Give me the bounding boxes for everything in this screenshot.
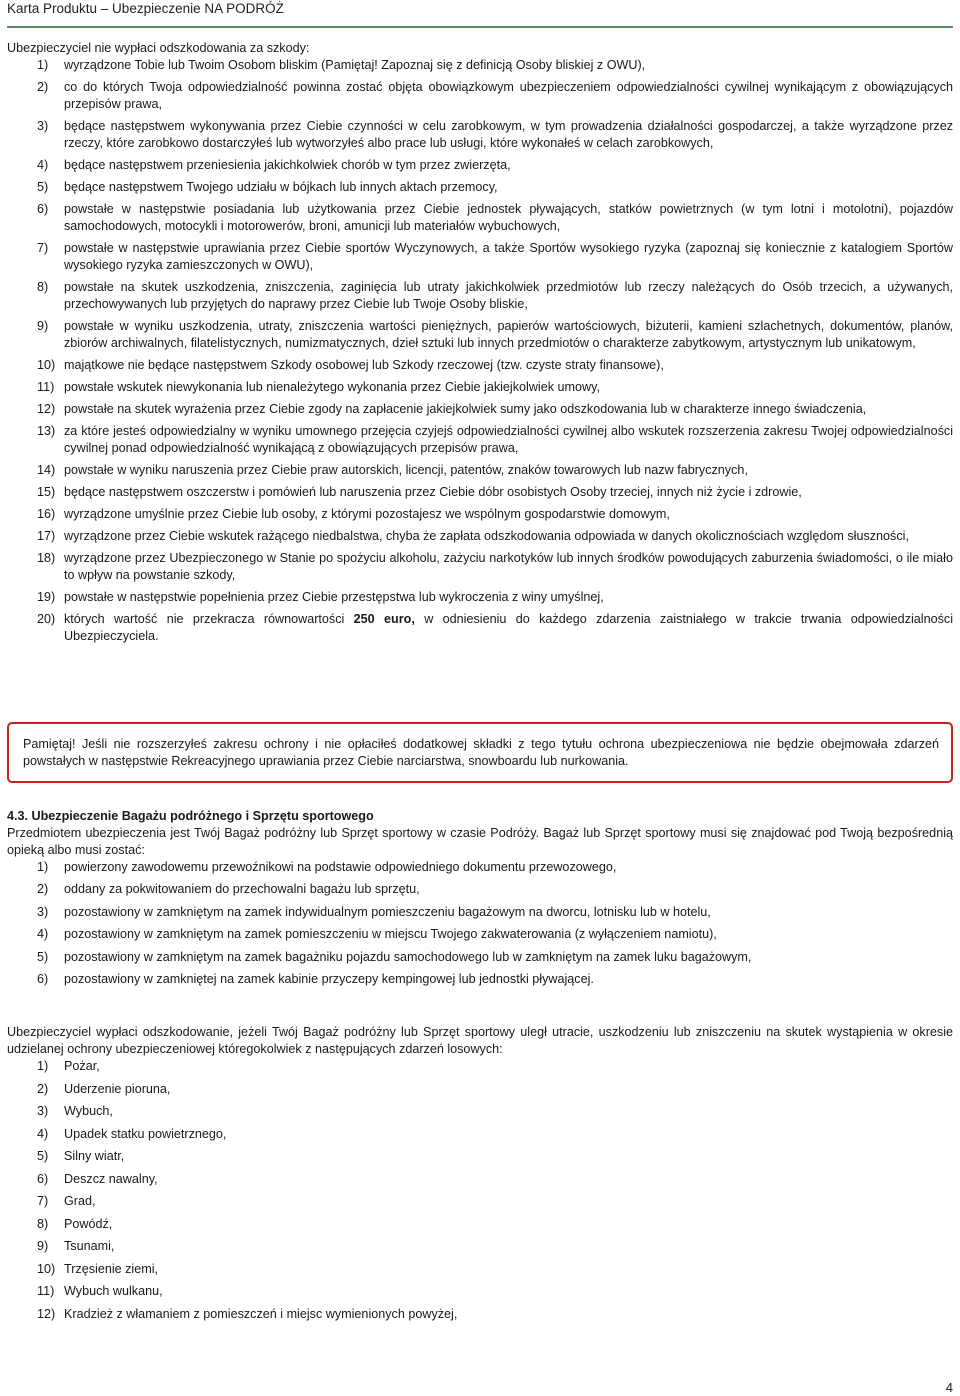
list-item — [7, 1126, 953, 1143]
exclusions-section — [7, 40, 953, 650]
list-item — [7, 881, 953, 898]
list-item — [7, 118, 953, 152]
list-item — [7, 859, 953, 876]
list-item — [7, 1103, 953, 1120]
list-item — [7, 1238, 953, 1255]
list-item — [7, 157, 953, 174]
list-item-number: 8) — [37, 280, 49, 294]
list-item — [7, 589, 953, 606]
list-item-text: powstałe w następstwie uprawiania przez Ciebie sportów Wyczynowych, a także Sportów wysokiego ryzyka (zapoznaj się koniecznie z katalogiem Sportów wysokiego ryzyka zamieszczonych w OWU), — [64, 241, 953, 272]
list-item-number: 16) — [37, 507, 56, 521]
list-item — [7, 1081, 953, 1098]
list-item-text: majątkowe nie będące następstwem Szkody osobowej lub Szkody rzeczowej (tzw. czyste straty finansowe), — [64, 358, 664, 372]
list-item-number: 6) — [37, 971, 49, 986]
list-item-text: pozostawiony w zamkniętym na zamek indywidualnym pomieszczeniu bagażowym na dworcu, lotnisku lub w hotelu, — [64, 904, 711, 919]
list-item — [7, 1148, 953, 1165]
list-item-number: 5) — [37, 180, 49, 194]
list-item-number: 4) — [37, 927, 49, 942]
list-item-text: Deszcz nawalny, — [64, 1171, 158, 1186]
list-item — [7, 401, 953, 418]
list-item — [7, 1058, 953, 1075]
list-item — [7, 1283, 953, 1300]
list-item-text: pozostawiony w zamkniętej na zamek kabinie przyczepy kempingowej lub jednostki pływającej. — [64, 971, 594, 986]
list-item-number: 6) — [37, 202, 49, 216]
list-item-number: 1) — [37, 58, 49, 72]
list-item — [7, 240, 953, 274]
list-item-number: 11) — [37, 1284, 55, 1298]
list-item-text: będące następstwem przeniesienia jakichkolwiek chorób w tym przez zwierzęta, — [64, 158, 511, 172]
list-item-number: 6) — [37, 1171, 49, 1186]
list-item-text: pozostawiony w zamkniętym na zamek bagażniku pojazdu samochodowego lub w zamkniętym na zamek luku bagażowym, — [64, 949, 752, 964]
list-item-text: powstałe wskutek niewykonania lub nienależytego wykonania przez Ciebie jakiejkolwiek umowy, — [64, 380, 600, 394]
list-item — [7, 550, 953, 584]
compensation-intro: Ubezpieczyciel wypłaci odszkodowanie, jeżeli Twój Bagaż podróżny lub Sprzęt sportowy uległ utracie, uszkodzeniu lub zniszczeniu na skutek wystąpienia w okresie udzielanej ochrony ubezpieczeniowej któregokolwiek z następujących zdarzeń losowych: — [7, 1025, 953, 1056]
list-item-text: powierzony zawodowemu przewoźnikowi na podstawie odpowiedniego dokumentu przewozowego, — [64, 860, 617, 874]
list-item — [7, 484, 953, 501]
list-item-text: Uderzenie pioruna, — [64, 1081, 171, 1096]
page-header — [7, 0, 953, 28]
list-item — [7, 1261, 953, 1278]
list-item — [7, 506, 953, 523]
list-item-text: Trzęsienie ziemi, — [64, 1261, 159, 1276]
list-item-text: Pożar, — [64, 1059, 100, 1073]
list-item-text: za które jesteś odpowiedzialny w wyniku umownego przejęcia czyjejś odpowiedzialności cywilnej albo wskutek rozszerzenia zakresu Twojej odpowiedzialności cywilnej ponad odpowiedzialność wynikającą z obowiązujących przepisów prawa, — [64, 424, 953, 455]
list-item-text: Wybuch, — [64, 1104, 113, 1118]
list-item-number: 2) — [37, 1081, 49, 1096]
list-item — [7, 423, 953, 457]
list-item — [7, 57, 953, 74]
list-item-number: 3) — [37, 1104, 49, 1118]
list-item-text: których wartość nie przekracza równowartości — [64, 612, 354, 626]
list-item — [7, 1306, 953, 1323]
list-item-number: 12) — [37, 402, 56, 416]
baggage-section — [7, 808, 953, 993]
amount-limit: 250 euro, — [353, 612, 415, 626]
list-item-text: powstałe na skutek wyrażenia przez Ciebie zgody na zapłacenie jakiejkolwiek sumy jako odszkodowania lub w charakterze innego świadczenia, — [64, 402, 867, 416]
list-item-text: powstałe na skutek uszkodzenia, zniszczenia, zaginięcia lub utraty jakichkolwiek przedmiotów lub rzeczy należących do Osób trzecich, a używanych, przechowywanych lub przyjętych do naprawy przez Ciebie lub Twoje Osoby bliskie, — [64, 280, 953, 311]
list-item — [7, 949, 953, 966]
list-item-number: 3) — [37, 119, 49, 133]
list-item — [7, 971, 953, 988]
list-item-number: 5) — [37, 1149, 49, 1163]
list-item-text: powstałe w następstwie posiadania lub użytkowania przez Ciebie jednostek pływających, statków powietrznych (w tym lotni i motolotni), pojazdów samochodowych, motocykli i motorowerów, broni, amunicji lub materiałów wybuchowych, — [64, 202, 953, 233]
list-item — [7, 201, 953, 235]
compensation-section — [7, 1024, 953, 1328]
list-item — [7, 926, 953, 943]
list-item-number: 1) — [37, 860, 49, 874]
list-item-text: powstałe w następstwie popełnienia przez Ciebie przestępstwa lub wykroczenia z winy umyślnej, — [64, 590, 604, 604]
list-item-text: powstałe w wyniku uszkodzenia, utraty, zniszczenia wartości pieniężnych, papierów wartościowych, biżuterii, kamieni szlachetnych, dokumentów, planów, zbiorów archiwalnych, filatelistycznych, numizmatycznych, dzieł sztuki lub innych przedmiotów o charakterze zabytkowym, artystycznym lub unikatowym, — [64, 319, 953, 350]
list-item — [7, 528, 953, 545]
list-item — [7, 904, 953, 921]
list-item — [7, 462, 953, 479]
list-item-text: będące następstwem oszczerstw i pomówień lub naruszenia przez Ciebie dóbr osobistych Osoby trzeciej, innych niż życie i zdrowie, — [64, 485, 802, 499]
list-item-number: 2) — [37, 882, 49, 897]
page-number: 4 — [945, 1380, 953, 1395]
list-item — [7, 379, 953, 396]
list-item-text-continued: w odniesieniu do każdego zdarzenia zaistniałego w trakcie trwania odpowiedzialności Ubezpieczyciela. — [64, 612, 953, 643]
list-item-number: 7) — [37, 241, 49, 255]
list-item-number: 7) — [37, 1194, 49, 1208]
section-intro: Przedmiotem ubezpieczenia jest Twój Bagaż podróżny lub Sprzęt sportowy w czasie Podróży. Bagaż lub Sprzęt sportowy musi się znajdować pod Twoją bezpośrednią opieką albo musi zostać: — [7, 826, 953, 857]
exclusions-list — [7, 57, 953, 645]
section-heading: 4.3. Ubezpieczenie Bagażu podróżnego i Sprzętu sportowego — [7, 809, 374, 823]
list-item-number: 14) — [37, 463, 56, 477]
list-item-number: 3) — [37, 904, 49, 919]
list-item — [7, 357, 953, 374]
list-item-text: będące następstwem wykonywania przez Ciebie czynności w celu zarobkowym, w tym prowadzenia działalności gospodarczej, a także wyrządzone przez rzeczy, które zarobkowo dostarczyłeś lub wytworzyłeś albo prace lub usługi, które wykonałeś w celach zarobkowych, — [64, 119, 953, 150]
list-item-number: 4) — [37, 158, 49, 172]
list-item-text: Powódź, — [64, 1216, 113, 1231]
list-item-number: 9) — [37, 319, 49, 333]
list-item-text: Grad, — [64, 1194, 96, 1208]
list-item-number: 11) — [37, 380, 55, 394]
baggage-conditions-list — [7, 859, 953, 988]
list-item — [7, 279, 953, 313]
list-item — [7, 1216, 953, 1233]
reminder-notice — [7, 722, 953, 783]
list-item-number: 19) — [37, 590, 56, 604]
list-item-text: wyrządzone Tobie lub Twoim Osobom bliskim (Pamiętaj! Zapoznaj się z definicją Osoby bliskiej z OWU), — [64, 58, 646, 72]
list-item-number: 12) — [37, 1306, 56, 1321]
list-item — [7, 1171, 953, 1188]
exclusions-intro: Ubezpieczyciel nie wypłaci odszkodowania za szkody: — [7, 41, 310, 55]
list-item-text: Wybuch wulkanu, — [64, 1284, 163, 1298]
list-item-number: 4) — [37, 1126, 49, 1141]
list-item-number: 1) — [37, 1059, 49, 1073]
list-item-text: wyrządzone przez Ubezpieczonego w Stanie po spożyciu alkoholu, zażyciu narkotyków lub innych środków powodujących zaburzenia świadomości, o ile miało to wpływ na powstanie szkody, — [64, 551, 953, 582]
document-title: Karta Produktu – Ubezpieczenie NA PODRÓŻ — [7, 1, 284, 16]
list-item-number: 2) — [37, 80, 49, 94]
list-item-text: Kradzież z włamaniem z pomieszczeń i miejsc wymienionych powyżej, — [64, 1306, 458, 1321]
list-item-number: 8) — [37, 1216, 49, 1231]
list-item — [7, 318, 953, 352]
list-item-number: 18) — [37, 551, 56, 565]
list-item-text: Tsunami, — [64, 1239, 115, 1253]
list-item-text: pozostawiony w zamkniętym na zamek pomieszczeniu w miejscu Twojego zakwaterowania (z wyłączeniem namiotu), — [64, 927, 717, 942]
list-item-text: Silny wiatr, — [64, 1149, 125, 1163]
list-item-number: 17) — [37, 529, 56, 543]
list-item-number: 10) — [37, 358, 56, 372]
list-item-number: 10) — [37, 1261, 56, 1276]
list-item-number: 9) — [37, 1239, 49, 1253]
reminder-text: Pamiętaj! Jeśli nie rozszerzyłeś zakresu ochrony i nie opłaciłeś dodatkowej składki z tego tytułu ochrona ubezpieczeniowa nie będzie obejmowała zdarzeń powstałych w następstwie Rekreacyjnego uprawiania przez Ciebie narciarstwa, snowboardu lub nurkowania. — [23, 737, 939, 768]
list-item — [7, 79, 953, 113]
list-item-number: 15) — [37, 485, 56, 499]
list-item — [7, 1193, 953, 1210]
list-item-number: 20) — [37, 612, 56, 626]
list-item-text: będące następstwem Twojego udziału w bójkach lub innych aktach przemocy, — [64, 180, 498, 194]
random-events-list — [7, 1058, 953, 1323]
list-item — [7, 611, 953, 645]
list-item-text: wyrządzone umyślnie przez Ciebie lub osoby, z którymi pozostajesz we wspólnym gospodarstwie domowym, — [64, 507, 670, 521]
list-item-number: 13) — [37, 424, 56, 438]
list-item — [7, 179, 953, 196]
list-item-text: oddany za pokwitowaniem do przechowalni bagażu lub sprzętu, — [64, 882, 420, 897]
list-item-text: wyrządzone przez Ciebie wskutek rażącego niedbalstwa, chyba że zapłata odszkodowania odpowiada w danych okolicznościach względom słuszności, — [64, 529, 909, 543]
list-item-text: Upadek statku powietrznego, — [64, 1126, 227, 1141]
list-item-text: powstałe w wyniku naruszenia przez Ciebie praw autorskich, licencji, patentów, znaków towarowych lub nazw fabrycznych, — [64, 463, 748, 477]
list-item-number: 5) — [37, 949, 49, 964]
list-item-text: co do których Twoja odpowiedzialność powinna zostać objęta obowiązkowym ubezpieczeniem odpowiedzialności cywilnej wynikającym z obowiązujących przepisów prawa, — [64, 80, 953, 111]
